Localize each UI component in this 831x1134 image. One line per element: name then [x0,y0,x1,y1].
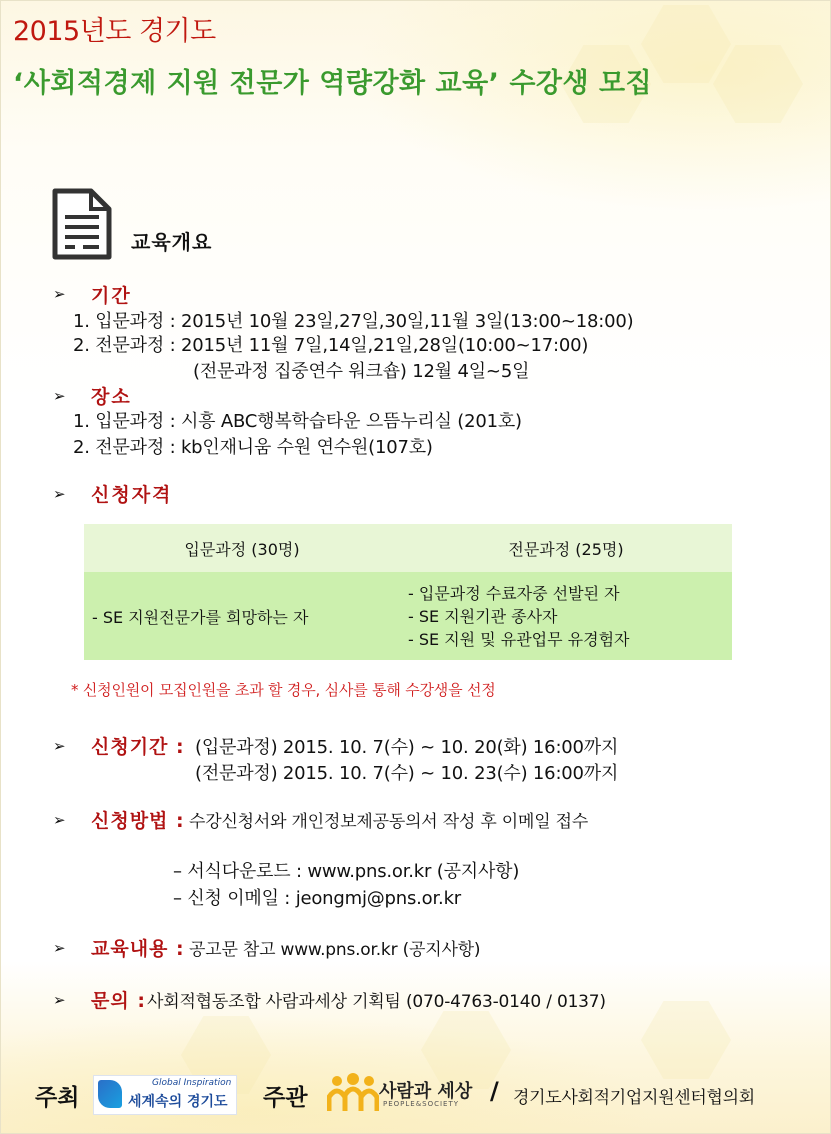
place-title: 장소 [91,386,132,408]
page-title: ‘사회적경제 지원 전문가 역량강화 교육’ 수강생 모집 [13,68,653,99]
inquiry-text: 사회적협동조합 사람과세상 기획팀 (070-4763-0140 / 0137) [147,992,606,1012]
arrow-bullet-icon: ➢ [53,285,66,303]
period-line-1: 1. 입문과정 : 2015년 10월 23일,27일,30일,11월 3일(13:00~18:00) [73,311,634,332]
selection-note: * 신청인원이 모집인원을 초과 할 경우, 심사를 통해 수강생을 선정 [71,681,496,699]
organizer-logo-name: 사람과 세상 [379,1081,473,1102]
gyeonggi-emblem-icon [98,1080,122,1108]
application-method-title: 신청방법 : [91,810,185,832]
arrow-bullet-icon: ➢ [53,939,66,957]
eligibility-title: 신청자격 [91,484,173,506]
table-header-row [84,524,732,572]
document-icon [51,187,113,261]
period-line-2: 2. 전문과정 : 2015년 11월 7일,14일,21일,28일(10:00~17:00) [73,335,589,356]
hex-decoration [713,45,803,123]
application-period-line-1: (입문과정) 2015. 10. 7(수) ~ 10. 20(화) 16:00까지 [195,737,619,758]
application-method-text: 수강신청서와 개인정보제공동의서 작성 후 이메일 접수 [189,812,589,832]
separator: / [490,1077,499,1105]
table-cell [84,572,400,660]
arrow-bullet-icon: ➢ [53,737,66,755]
people-society-logo [327,1071,487,1115]
overview-label: 교육개요 [131,230,213,254]
place-line-1: 1. 입문과정 : 시흥 ABC행복학습타운 으뜸누리실 (201호) [73,411,522,432]
table-header-cell: 전문과정 (25명) [400,524,732,572]
host-label: 주최 [35,1085,80,1111]
content-title: 교육내용 : [91,938,185,960]
eligibility-item: - SE 지원기관 종사자 [408,606,558,626]
table-row [84,572,732,660]
eligibility-table [84,524,732,660]
logo-tagline: Global Inspiration [152,1078,232,1088]
organizer-logo-sub: PEOPLE&SOCIETY [383,1100,460,1108]
eligibility-item: - SE 지원 및 유관업무 유경험자 [408,629,630,649]
people-icon [327,1073,379,1113]
table-header-cell: 입문과정 (30명) [84,524,400,572]
year-title: 2015년도 경기도 [13,16,216,47]
hex-decoration [641,1001,731,1079]
co-organizer-name: 경기도사회적기업지원센터협의회 [513,1088,755,1108]
content-text: 공고문 참고 www.pns.or.kr (공지사항) [189,940,481,960]
application-period-line-2: (전문과정) 2015. 10. 7(수) ~ 10. 23(수) 16:00까지 [195,763,619,784]
period-title: 기간 [91,285,132,307]
place-line-2: 2. 전문과정 : kb인재니움 수원 연수원(107호) [73,437,433,458]
download-link-line[interactable]: – 서식다운로드 : www.pns.or.kr (공지사항) [173,861,520,882]
eligibility-item: - 입문과정 수료자중 선발된 자 [408,583,620,603]
table-cell [400,572,732,660]
hex-decoration [641,5,731,83]
application-period-title: 신청기간 : [91,736,185,758]
arrow-bullet-icon: ➢ [53,991,66,1009]
email-line[interactable]: – 신청 이메일 : jeongmj@pns.or.kr [173,888,461,909]
arrow-bullet-icon: ➢ [53,387,66,405]
eligibility-item: - SE 지원전문가를 희망하는 자 [92,607,309,627]
arrow-bullet-icon: ➢ [53,485,66,503]
organizer-label: 주관 [263,1085,308,1111]
period-line-3: (전문과정 집중연수 워크숍) 12월 4일~5일 [193,361,530,382]
logo-name: 세계속의 경기도 [128,1094,228,1110]
arrow-bullet-icon: ➢ [53,811,66,829]
inquiry-title: 문의 : [91,990,146,1012]
gyeonggi-logo [93,1075,237,1115]
